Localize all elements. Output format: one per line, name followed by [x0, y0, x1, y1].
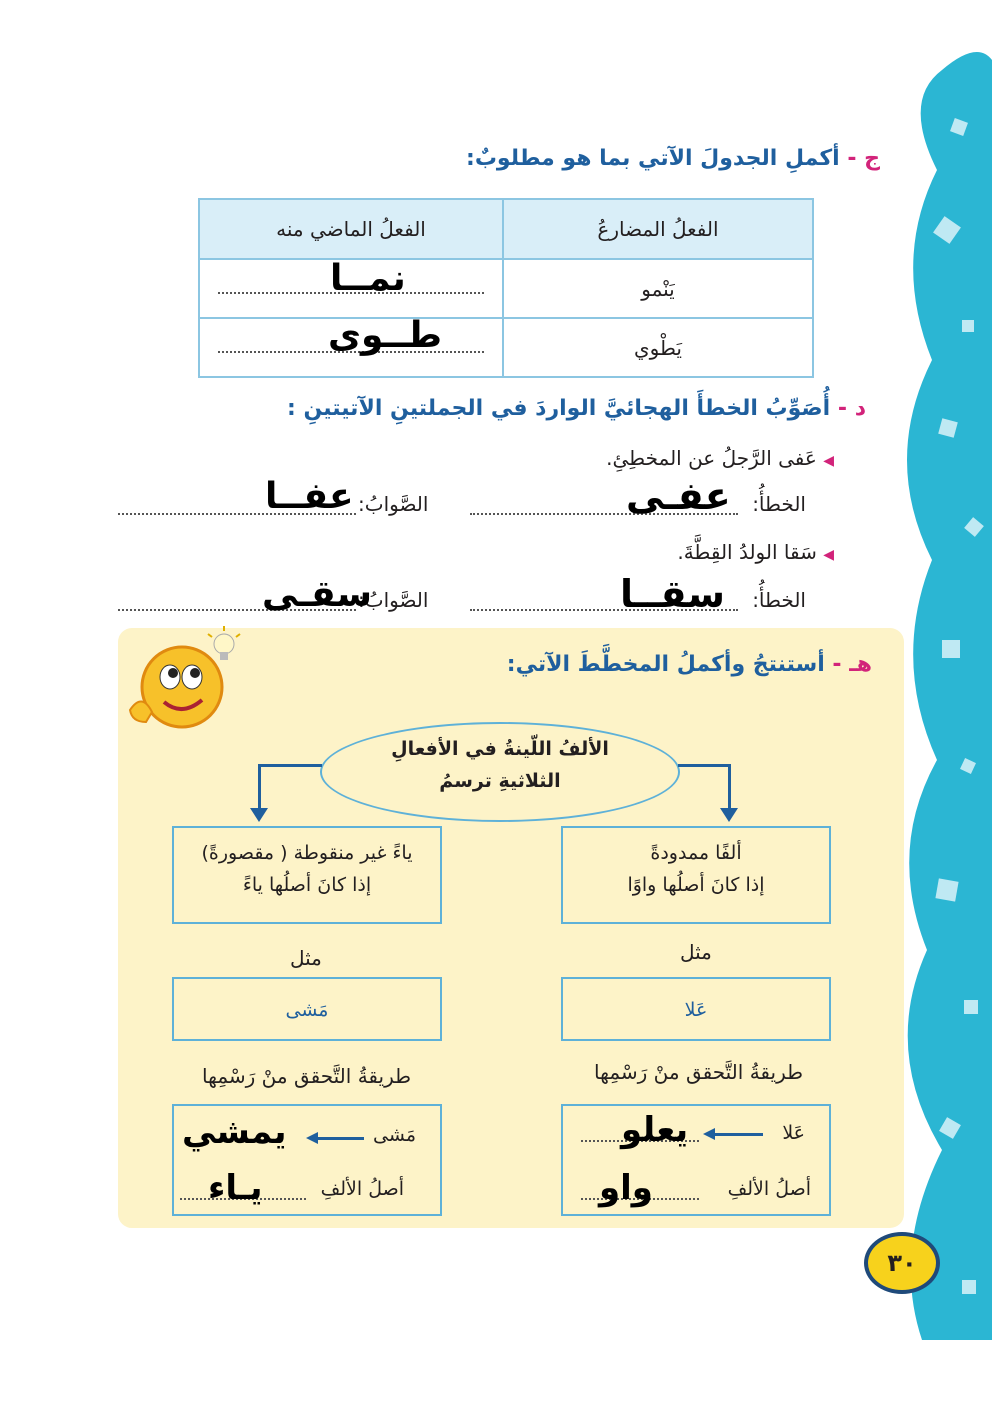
error-label-1: الخطأُ:: [752, 492, 806, 516]
section-d-heading: د - أُصَوِّبُ الخطأَ الهجائيَّ الواردَ في الجملتينِ الآتيتينِ :: [286, 396, 866, 421]
sentence-2: ◀ سَقا الولدُ القِطَّةَ.: [677, 540, 834, 564]
past-answer: نمــا: [330, 258, 406, 299]
left-example-box: مَشى: [172, 977, 442, 1041]
ellipse-line-1: الألفُ اللّينةُ في الأفعالِ: [391, 738, 609, 760]
arrow-head-icon: [306, 1132, 318, 1144]
right-rule-box: ألفًا ممدودةً إذا كانَ أصلُها واوًا: [561, 826, 831, 924]
left-verb-answer: يمشي: [182, 1112, 287, 1152]
left-origin-answer: يـاء: [208, 1168, 263, 1208]
right-check-box: [561, 1104, 831, 1216]
connector-line: [258, 764, 322, 767]
table-header-present: الفعلُ المضارعُ: [503, 199, 813, 259]
section-d-letter: د: [854, 396, 866, 421]
present-verb: يَنْمو: [503, 259, 813, 318]
table-row: [199, 259, 813, 318]
origin-label-left: أصلُ الألفِ: [320, 1178, 404, 1200]
smiley-thinking-icon: [122, 622, 247, 732]
page-number-badge: [864, 1232, 940, 1294]
section-e-instruction: أستنتجُ وأكملُ المخطَّطَ الآتي:: [506, 652, 825, 677]
sentence-1: ◀ عَفى الرَّجلُ عن المخطِئِ.: [606, 446, 834, 470]
present-verb: يَطْوي: [503, 318, 813, 377]
correct-label-2: الصَّوابُ:: [358, 588, 429, 612]
origin-label-right: أصلُ الألفِ: [727, 1178, 811, 1200]
rule-ellipse: [320, 722, 680, 822]
correct-answer-2: سقـى: [262, 574, 373, 615]
correct-label-1: الصَّوابُ:: [358, 492, 429, 516]
page-number: ٣٠: [887, 1249, 917, 1277]
correct-answer-1: عفــا: [265, 476, 354, 517]
arrow-head-icon: [703, 1128, 715, 1140]
bullet-icon: ◀: [823, 453, 834, 469]
arrow-left-icon: [711, 1133, 763, 1136]
arrow-left-icon: [314, 1137, 364, 1140]
example-label-right: مثل: [680, 940, 712, 964]
table-header-past: الفعلُ الماضي منه: [199, 199, 503, 259]
section-c-heading: ج - أكملِ الجدولَ الآتي بما هو مطلوبٌ:: [466, 146, 880, 171]
past-answer: طــوى: [328, 315, 443, 356]
right-origin-answer: واو: [599, 1168, 653, 1208]
bullet-icon: ◀: [823, 547, 834, 563]
connector-line: [678, 764, 731, 767]
connector-line: [728, 764, 731, 814]
error-label-2: الخطأُ:: [752, 588, 806, 612]
right-verb-answer: يعلو: [621, 1110, 689, 1150]
connector-line: [258, 764, 261, 814]
method-label-left: طريقةُ التَّحقق منْ رَسْمِها: [202, 1064, 412, 1088]
ellipse-line-2: الثلاثيةِ ترسمُ: [439, 770, 561, 792]
table-row: [199, 318, 813, 377]
section-e-letter: هـ: [849, 652, 872, 677]
arrow-down-icon: [250, 808, 268, 822]
right-verb: عَلا: [782, 1122, 805, 1144]
section-d-instruction: أُصَوِّبُ الخطأَ الهجائيَّ الواردَ في الجملتينِ الآتيتينِ :: [286, 396, 831, 421]
method-label-right: طريقةُ التَّحقق منْ رَسْمِها: [594, 1060, 804, 1084]
section-e-heading: هـ - أستنتجُ وأكملُ المخطَّطَ الآتي:: [506, 652, 872, 677]
section-c-instruction: أكملِ الجدولَ الآتي بما هو مطلوبٌ:: [466, 146, 840, 171]
left-rule-box: ياءً غير منقوطة ( مقصورةً) إذا كانَ أصلُها ياءً: [172, 826, 442, 924]
arrow-down-icon: [720, 808, 738, 822]
left-verb: مَشى: [373, 1124, 416, 1146]
section-c-letter: ج: [864, 146, 880, 171]
left-check-box: [172, 1104, 442, 1216]
right-example-box: عَلا: [561, 977, 831, 1041]
past-cell[interactable]: [199, 259, 503, 318]
past-cell[interactable]: [199, 315, 503, 377]
example-label-left: مثل: [290, 946, 322, 970]
error-answer-2: سقــا: [620, 572, 725, 616]
verb-table: [198, 198, 814, 378]
error-answer-1: عفـى: [626, 474, 731, 518]
